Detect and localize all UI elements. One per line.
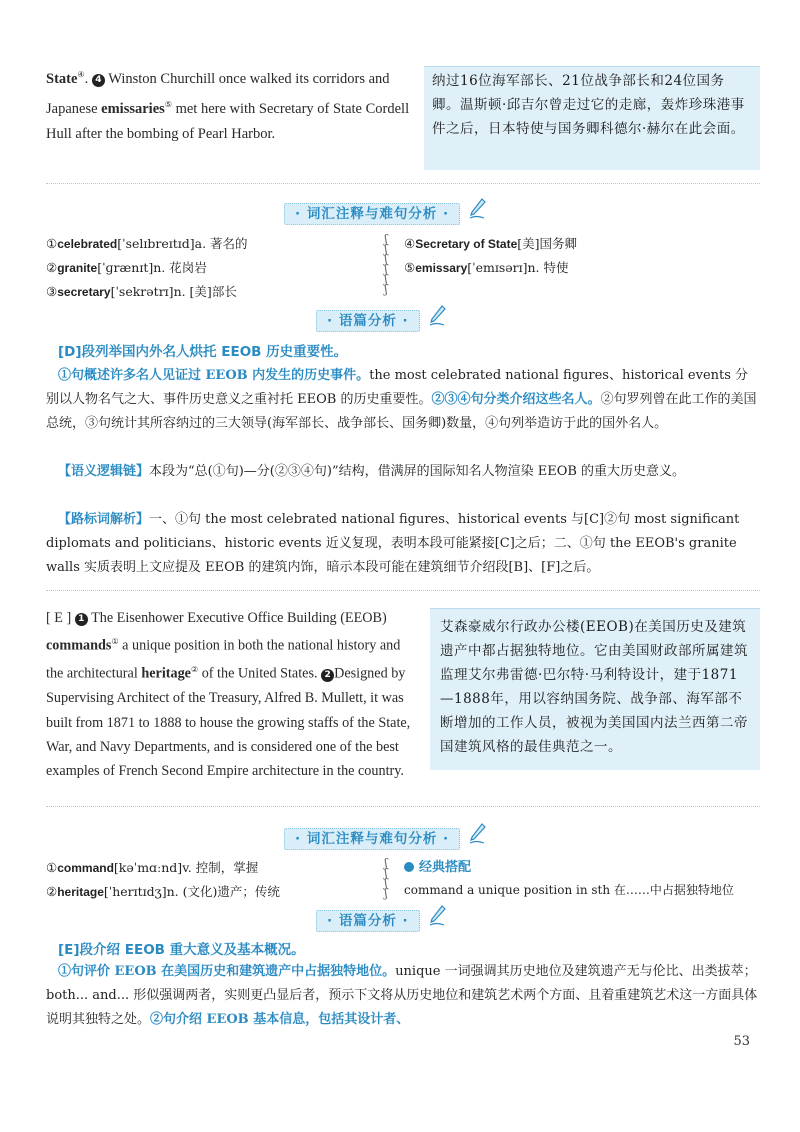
pen-icon xyxy=(468,198,486,220)
vocab-word-heritage: heritage xyxy=(141,666,191,683)
pen-icon xyxy=(468,823,486,845)
divider-swirl: ʃ ʃ ʃ ʃ ʃ ʃ xyxy=(384,232,388,296)
vocab-list-e-left xyxy=(46,856,366,904)
vocab-entry: ①command[kəˈmɑːnd]v. 控制，掌握 xyxy=(46,860,259,875)
vocab-word-state: State xyxy=(46,70,78,87)
vocab-word-commands: commands xyxy=(46,638,112,655)
divider xyxy=(46,590,760,591)
footnote-marker: ④ xyxy=(77,70,85,79)
analysis-heading-d: [D]段列举国内外名人烘托 EEOB 历史重要性。 xyxy=(58,344,348,360)
sentence-number-4: 4 xyxy=(92,74,105,87)
translation-box-d: 纳过16位海军部长、21位战争部长和24位国务卿。温斯顿·邱吉尔曾走过它的走廊，轰炸珍珠港事件之后，日本特使与国务卿科德尔·赫尔在此会面。 xyxy=(424,66,760,170)
sentence-4-body: Winston Churchill once walked its corridors and Japanese xyxy=(46,70,390,117)
vocab-section-title: · 词汇注释与难句分析 · xyxy=(284,828,460,850)
collocation-heading: 经典搭配 xyxy=(404,856,744,879)
vocab-section-header xyxy=(284,828,460,850)
bullet-icon xyxy=(404,862,414,872)
sentence-4-rest: met here with Secretary of State Cordell Hull after the bombing of Pearl Harbor. xyxy=(46,100,410,142)
vocab-list-d-right xyxy=(404,232,744,280)
vocab-section-title: · 词汇注释与难句分析 · xyxy=(284,203,460,225)
vocab-list-d-left xyxy=(46,232,366,304)
section-e-english-text: [ E ] 1 The Eisenhower Executive Office Building (EEOB) commands① a unique position in both the national history and the architectural heritage② of the United States. 2 Designed by Supervising Architect of the Treasury, Alfred B. Mullett, it was built from 1871 to 1888 to house the growing staffs of the State, War, and Navy Departments, and is considered one of the best examples of French Second Empire architecture in the country. xyxy=(46,610,411,780)
vocab-entry: ②heritage[ˈherɪtɪdʒ]n. (文化)遗产；传统 xyxy=(46,884,280,899)
page-number: 53 xyxy=(733,1034,750,1049)
analysis-paragraph-d: ①句概述许多名人见证过 EEOB 内发生的历史事件。the most celebrated national figures、historical events 分别以人物名气之大、事件历史意义之重衬托 EEOB 的历史重要性。②③④句分类介绍这些名人。②句罗列曾在此工作的美国总统，③句统计其所容纳过的三大领导(海军部长、战争部长、国务卿)数量，④句列举造访于此的国外名人。 xyxy=(46,368,757,431)
vocab-entry: ①celebrated[ˈselɪbreɪtɪd]a. 著名的 xyxy=(46,236,248,251)
divider-swirl: ʃ ʃ ʃ ʃ xyxy=(384,856,388,900)
vocab-entry: ②granite[ˈɡrænɪt]n. 花岗岩 xyxy=(46,260,207,275)
discourse-section-title: · 语篇分析 · xyxy=(316,910,420,932)
vocab-entry: ⑤emissary[ˈemɪsərɪ]n. 特使 xyxy=(404,260,569,275)
discourse-section-title: · 语篇分析 · xyxy=(316,310,420,332)
pen-icon xyxy=(428,305,446,327)
discourse-section-header xyxy=(316,310,420,332)
collocation-block xyxy=(404,856,744,902)
discourse-section-header xyxy=(316,910,420,932)
vocab-word-emissaries: emissaries xyxy=(101,100,165,117)
analysis-paragraph-e: ①句评价 EEOB 在美国历史和建筑遗产中占据独特地位。unique 一词强调其历史地位及建筑遗产无与伦比、出类拔萃；both... and... 形似强调两者，实则更凸显后者，预示下文将从历史地位和建筑艺术两个方面、且着重建筑艺术这一方面具体说明其独特之处。②句介绍 EEOB 基本信息，包括其设计者、 xyxy=(46,964,758,1027)
pen-icon xyxy=(428,905,446,927)
logic-chain-paragraph: 【语义逻辑链】本段为“总(①句)—分(②③④句)”结构，借满屏的国际知名人物渲染 EEOB 的重大历史意义。 xyxy=(58,464,686,479)
vocab-entry: ③secretary[ˈsekrətrɪ]n. [美]部长 xyxy=(46,284,237,299)
vocab-entry: ④Secretary of State[美]国务卿 xyxy=(404,236,578,251)
sentence-number-1: 1 xyxy=(75,613,88,626)
collocation-text: command a unique position in sth 在……中占据独特地位 xyxy=(404,883,734,897)
analysis-heading-e: [E]段介绍 EEOB 重大意义及基本概况。 xyxy=(58,942,305,958)
signpost-paragraph: 【路标词解析】一、①句 the most celebrated national figures、historical events 与[C]②句 most significant diplomats and politicians、historic events 近义复现，表明本段可能紧接[C]之后；二、①句 the EEOB's granite walls 实质表明上文应提及 EEOB 的建筑内饰，暗示本段可能在建筑细节介绍段[B]、[F]之后。 xyxy=(46,512,740,575)
paragraph-label-e: [ E ] xyxy=(46,610,72,626)
divider xyxy=(46,806,760,807)
section-d-english-text: State④. 4 Winston Churchill once walked its corridors and Japanese emissaries⑤ met here with Secretary of State Cordell Hull after the bombing of Pearl Harbor. xyxy=(46,70,410,142)
sentence-number-2: 2 xyxy=(321,669,334,682)
translation-box-e: 艾森豪威尔行政办公楼(EEOB)在美国历史及建筑遗产中都占据独特地位。它由美国财政部所属建筑监理艾尔弗雷德·巴尔特·马利特设计，建于1871—1888年，用以容纳国务院、战争部、海军部不断增加的工作人员，被视为美国国内法兰西第二帝国建筑风格的最佳典范之一。 xyxy=(430,608,760,770)
footnote-marker: ⑤ xyxy=(164,99,172,109)
vocab-section-header xyxy=(284,203,460,225)
divider xyxy=(46,183,760,184)
